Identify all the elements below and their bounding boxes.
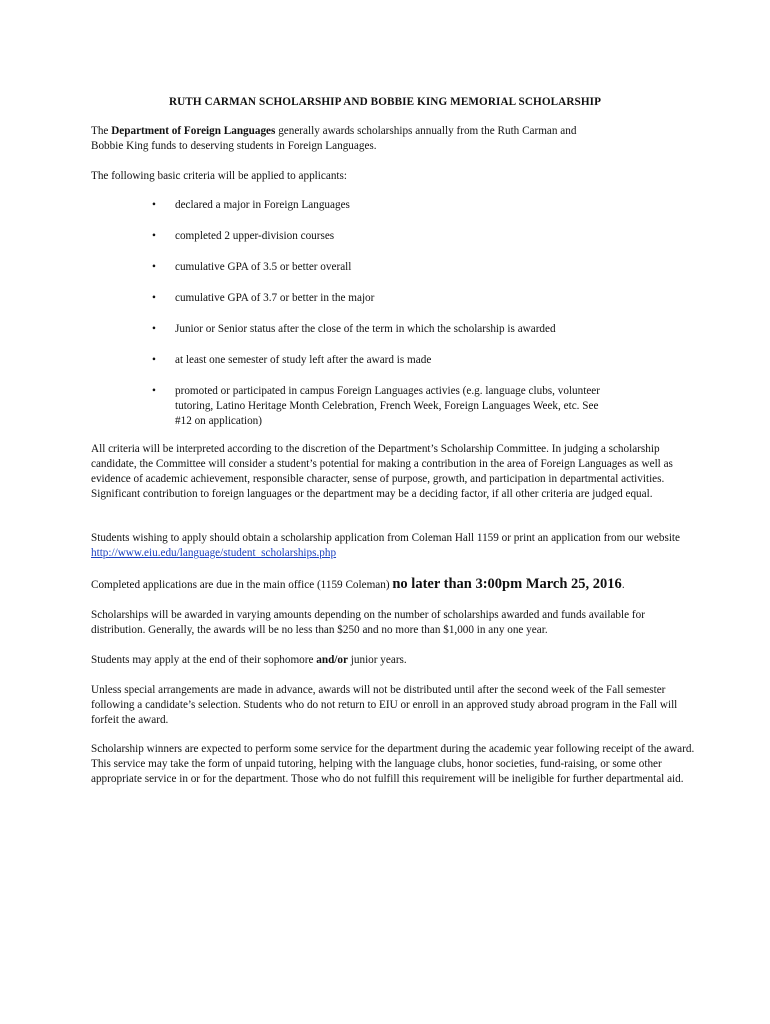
distribution-paragraph: Unless special arrangements are made in advance, awards will not be distributed until after the second week of the Fall semester following a candidate’s selection. Students who do not return to EIU or enroll in an approved study abroad program in the Fall will forfeit the award.	[91, 684, 678, 726]
criteria-text: completed 2 upper-division courses	[175, 230, 335, 242]
criteria-item	[91, 353, 701, 368]
service-paragraph: Scholarship winners are expected to perform some service for the department during the academic year following receipt of the award. This service may take the form of unpaid tutoring, helping with the language clubs, honor societies, fund-raising, or some other appropriate service in or for the department. Those who do not fulfill this requirement will be ineligible for further departmental aid.	[91, 743, 695, 785]
eligibility-bold: and/or	[316, 654, 348, 666]
bullet-icon: •	[152, 261, 156, 273]
criteria-item	[91, 322, 701, 337]
bullet-icon: •	[152, 292, 156, 304]
criteria-intro: The following basic criteria will be applied to applicants:	[91, 170, 347, 182]
bullet-icon: •	[152, 323, 156, 335]
criteria-text: promoted or participated in campus Foreign Languages activies (e.g. language clubs, volunteer tutoring, Latino Heritage Month Celebration, French Week, Foreign Languages Week, etc. See #12 on application)	[175, 385, 600, 427]
criteria-item	[91, 198, 701, 213]
criteria-list	[91, 198, 701, 429]
bullet-icon: •	[152, 230, 156, 242]
criteria-item	[91, 384, 701, 429]
eligibility-paragraph	[91, 653, 701, 668]
bullet-icon: •	[152, 354, 156, 366]
deadline-emphasis: no later than 3:00pm March 25, 2016	[392, 576, 622, 592]
criteria-text: declared a major in Foreign Languages	[175, 199, 350, 211]
criteria-item	[91, 291, 701, 306]
eligibility-suffix: junior years.	[347, 654, 407, 666]
department-name: Department of Foreign Languages	[111, 125, 276, 137]
intro-line2: Bobbie King funds to deserving students in Foreign Languages.	[91, 140, 377, 152]
criteria-text: cumulative GPA of 3.7 or better in the major	[175, 292, 375, 304]
scholarship-website-link[interactable]: http://www.eiu.edu/language/student_scholarships.php	[91, 547, 337, 559]
apply-text: Students wishing to apply should obtain a scholarship application from Coleman Hall 1159 or print an application from our website	[91, 532, 680, 544]
criteria-item	[91, 229, 701, 244]
apply-paragraph	[91, 531, 701, 561]
deadline-text: Completed applications are due in the main office (1159 Coleman)	[91, 579, 393, 591]
criteria-item	[91, 260, 701, 275]
criteria-text: cumulative GPA of 3.5 or better overall	[175, 261, 352, 273]
discretion-paragraph: All criteria will be interpreted according to the discretion of the Department’s Scholarship Committee. In judging a scholarship candidate, the Committee will consider a student’s potential for making a contribution in the area of Foreign Languages as well as evidence of academic achievement, responsible character, sense of purpose, growth, and participation in departmental activities. Significant contribution to foreign languages or the department may be a deciding factor, if all other criteria are judged equal.	[91, 443, 673, 500]
intro-prefix: The	[91, 125, 112, 137]
deadline-end: .	[621, 579, 625, 591]
criteria-text: at least one semester of study left after the award is made	[175, 354, 432, 366]
bullet-icon: •	[152, 385, 156, 397]
deadline-paragraph	[91, 577, 701, 593]
intro-paragraph	[91, 124, 701, 154]
bullet-icon: •	[152, 199, 156, 211]
page-title: RUTH CARMAN SCHOLARSHIP AND BOBBIE KING MEMORIAL SCHOLARSHIP	[168, 96, 602, 108]
amounts-paragraph: Scholarships will be awarded in varying amounts depending on the number of scholarships awarded and funds available for distribution. Generally, the awards will be no less than $250 and no more than $1,000 in any one year.	[91, 609, 645, 636]
criteria-text: Junior or Senior status after the close of the term in which the scholarship is awarded	[175, 323, 556, 335]
eligibility-prefix: Students may apply at the end of their sophomore	[91, 654, 317, 666]
intro-line1-rest: generally awards scholarships annually from the Ruth Carman and	[275, 125, 577, 137]
